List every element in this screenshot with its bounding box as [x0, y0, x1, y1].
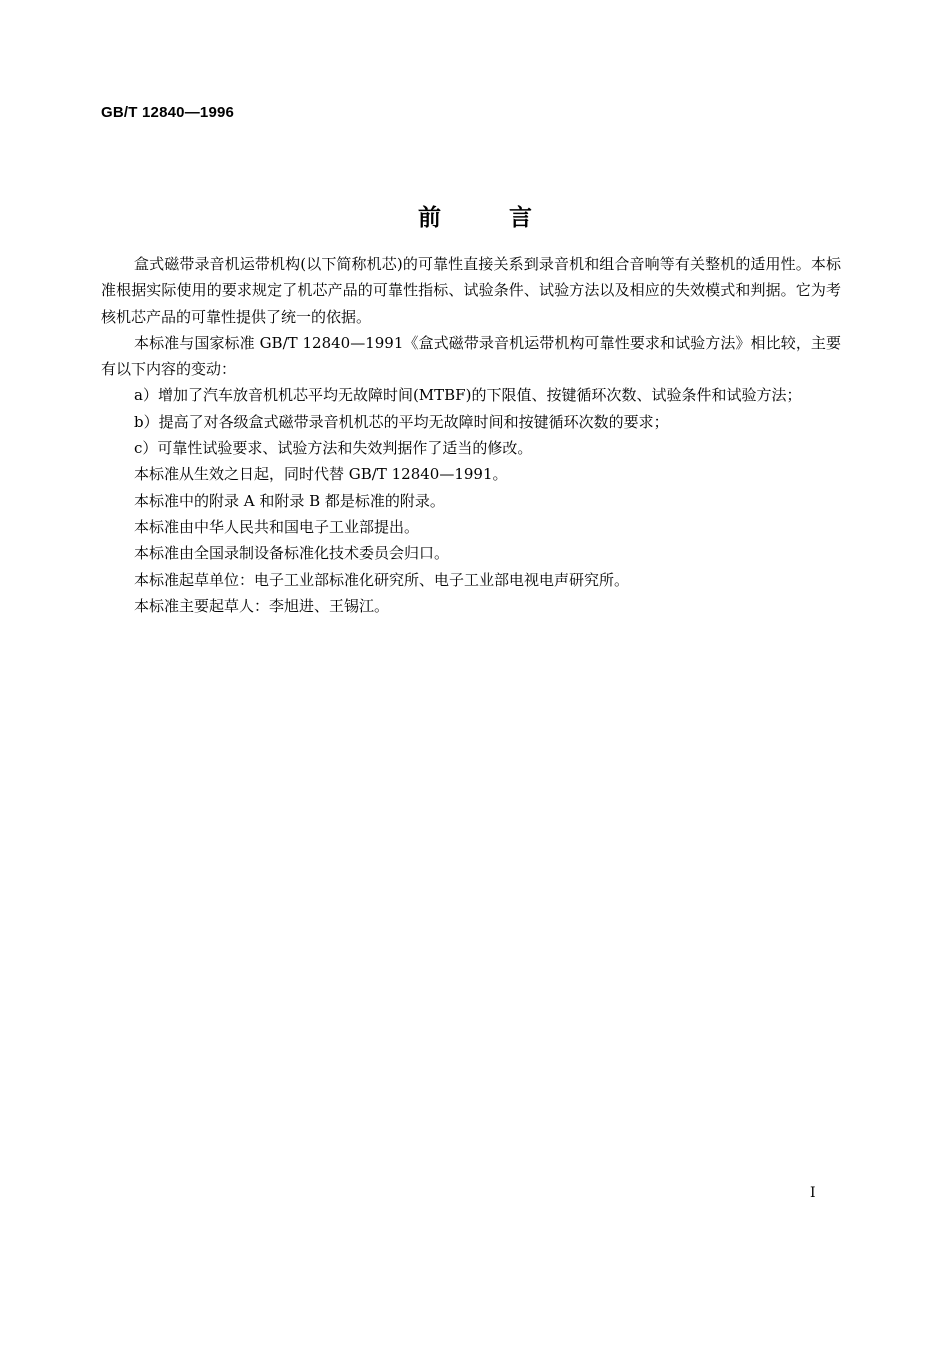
- drafters-note: 本标准主要起草人：李旭进、王锡江。: [134, 596, 390, 615]
- drafting-units-note: 本标准起草单位：电子工业部标准化研究所、电子工业部电视电声研究所。: [134, 570, 630, 589]
- page-number: I: [810, 1185, 816, 1201]
- change-item-c: c）可靠性试验要求、试验方法和失效判据作了适当的修改。: [134, 439, 533, 458]
- page-title: 前言: [418, 204, 600, 231]
- change-item-b: b）提高了对各级盒式磁带录音机机芯的平均无故障时间和按键循环次数的要求；: [134, 412, 669, 431]
- change-item-a: a）增加了汽车放音机机芯平均无故障时间(MTBF)的下限值、按键循环次数、试验条件和试验方法；: [134, 386, 802, 405]
- proposer-note: 本标准由中华人民共和国电子工业部提出。: [134, 517, 420, 536]
- committee-note: 本标准由全国录制设备标准化技术委员会归口。: [134, 544, 450, 563]
- foreword-paragraph-intro: 盒式磁带录音机运带机构(以下简称机芯)的可靠性直接关系到录音机和组合音响等有关整机的适用性。本标准根据实际使用的要求规定了机芯产品的可靠性指标、试验条件、试验方法以及相应的失效模式和判据。它为考核机芯产品的可靠性提供了统一的依据。: [101, 255, 841, 326]
- replacement-note: 本标准从生效之日起，同时代替 GB/T 12840—1991。: [134, 465, 508, 484]
- foreword-paragraph-comparison: 本标准与国家标准 GB/T 12840—1991《盒式磁带录音机运带机构可靠性要求和试验方法》相比较，主要有以下内容的变动：: [101, 333, 841, 379]
- standard-code: GB/T 12840—1996: [101, 104, 235, 121]
- appendix-note: 本标准中的附录 A 和附录 B 都是标准的附录。: [134, 491, 445, 510]
- foreword-body: [101, 251, 841, 619]
